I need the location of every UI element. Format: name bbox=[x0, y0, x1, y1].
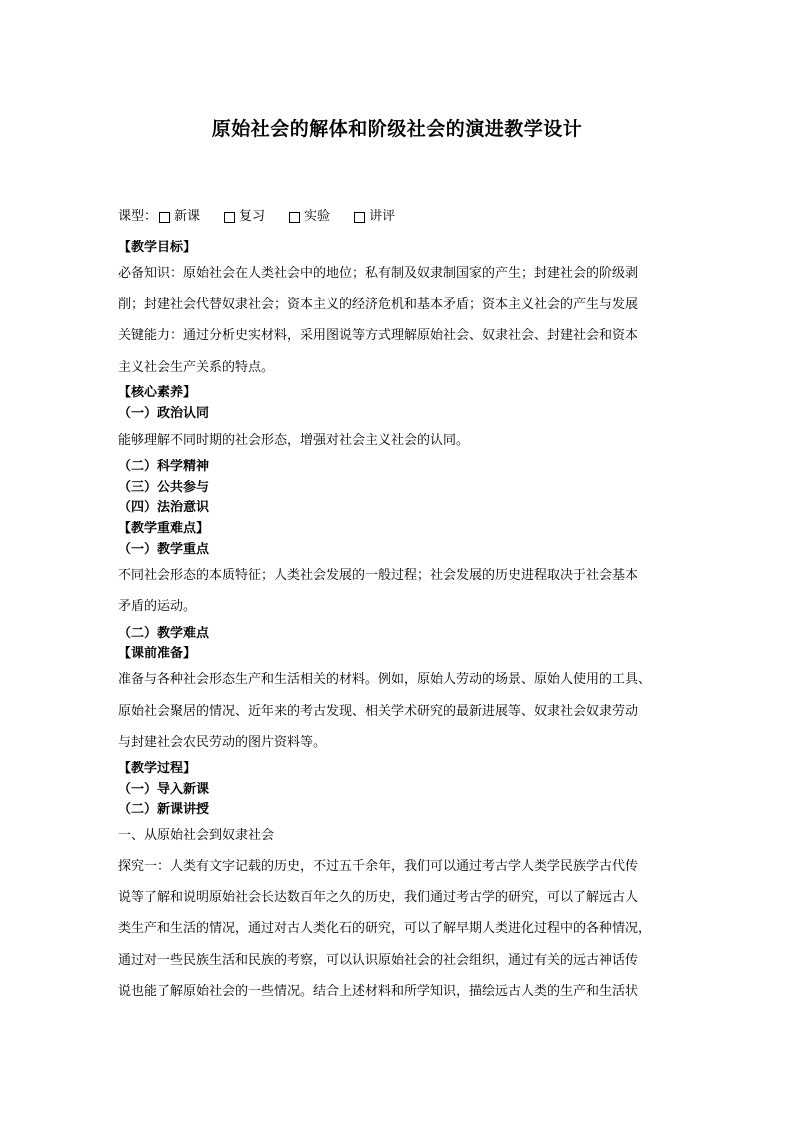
course-type-label: 课型： bbox=[118, 209, 158, 224]
paragraph-line: 主义社会生产关系的特点。 bbox=[118, 360, 275, 375]
subheading-teaching-difficulty: （二）教学难点 bbox=[118, 626, 210, 641]
heading-core-literacy: 【核心素养】 bbox=[118, 385, 197, 400]
heading-preparation: 【课前准备】 bbox=[118, 646, 197, 661]
checkbox-box-icon bbox=[224, 212, 235, 223]
subheading-teaching-focus: （一）教学重点 bbox=[118, 542, 210, 557]
course-type-row bbox=[118, 209, 678, 225]
paragraph-line: 原始社会聚居的情况、近年来的考古发现、相关学术研究的最新进展等、奴隶社会奴隶劳动 bbox=[118, 704, 639, 719]
paragraph-line: 与封建社会农民劳动的图片资料等。 bbox=[118, 735, 327, 750]
paragraph-line: 探究一：人类有文字记载的历史，不过五千余年，我们可以通过考古学人类学民族学古代传 bbox=[118, 859, 639, 874]
paragraph-line: 削；封建社会代替奴隶社会；资本主义的经济危机和基本矛盾；资本主义社会的产生与发展 bbox=[118, 297, 639, 312]
checkbox-box-icon bbox=[354, 212, 365, 223]
checkbox-review[interactable]: 复习 bbox=[222, 209, 265, 225]
paragraph-line: 关键能力：通过分析史实材料，采用图说等方式理解原始社会、奴隶社会、封建社会和资本 bbox=[118, 328, 639, 343]
paragraph-line: 通过对一些民族生活和民族的考察，可以认识原始社会的社会组织，通过有关的远古神话传 bbox=[118, 953, 639, 968]
subheading-new-lesson: （二）新课讲授 bbox=[118, 802, 210, 817]
checkbox-new-lesson[interactable]: 新课 bbox=[157, 209, 200, 225]
checkbox-commentary[interactable]: 讲评 bbox=[352, 209, 395, 225]
subheading-political-identity: （一）政治认同 bbox=[118, 406, 210, 421]
checkbox-box-icon bbox=[159, 212, 170, 223]
subheading-scientific-spirit: （二）科学精神 bbox=[118, 459, 210, 474]
paragraph-line: 准备与各种社会形态生产和生活相关的材料。例如，原始人劳动的场景、原始人使用的工具、 bbox=[118, 672, 652, 687]
paragraph-line: 矛盾的运动。 bbox=[118, 599, 197, 614]
document-title: 原始社会的解体和阶级社会的演进教学设计 bbox=[211, 118, 583, 140]
section-heading: 一、从原始社会到奴隶社会 bbox=[118, 828, 275, 843]
heading-teaching-process: 【教学过程】 bbox=[118, 761, 197, 776]
subheading-introduction: （一）导入新课 bbox=[118, 782, 210, 797]
checkbox-box-icon bbox=[289, 212, 300, 223]
paragraph-line: 说也能了解原始社会的一些情况。结合上述材料和所学知识，描绘远古人类的生产和生活状 bbox=[118, 984, 639, 999]
paragraph-line: 不同社会形态的本质特征；人类社会发展的一般过程；社会发展的历史进程取决于社会基本 bbox=[118, 568, 639, 583]
heading-key-difficult-points: 【教学重难点】 bbox=[118, 521, 210, 536]
paragraph-line: 说等了解和说明原始社会长达数百年之久的历史，我们通过考古学的研究，可以了解远古人 bbox=[118, 890, 639, 905]
subheading-public-participation: （三）公共参与 bbox=[118, 480, 210, 495]
paragraph-line: 能够理解不同时期的社会形态，增强对社会主义社会的认同。 bbox=[118, 433, 470, 448]
checkbox-experiment[interactable]: 实验 bbox=[287, 209, 330, 225]
heading-teaching-objectives: 【教学目标】 bbox=[118, 240, 197, 255]
paragraph-line: 必备知识：原始社会在人类社会中的地位；私有制及奴隶制国家的产生；封建社会的阶级剥 bbox=[118, 266, 639, 281]
subheading-rule-of-law: （四）法治意识 bbox=[118, 500, 210, 515]
paragraph-line: 类生产和生活的情况，通过对古人类化石的研究，可以了解早期人类进化过程中的各种情况， bbox=[118, 921, 652, 936]
